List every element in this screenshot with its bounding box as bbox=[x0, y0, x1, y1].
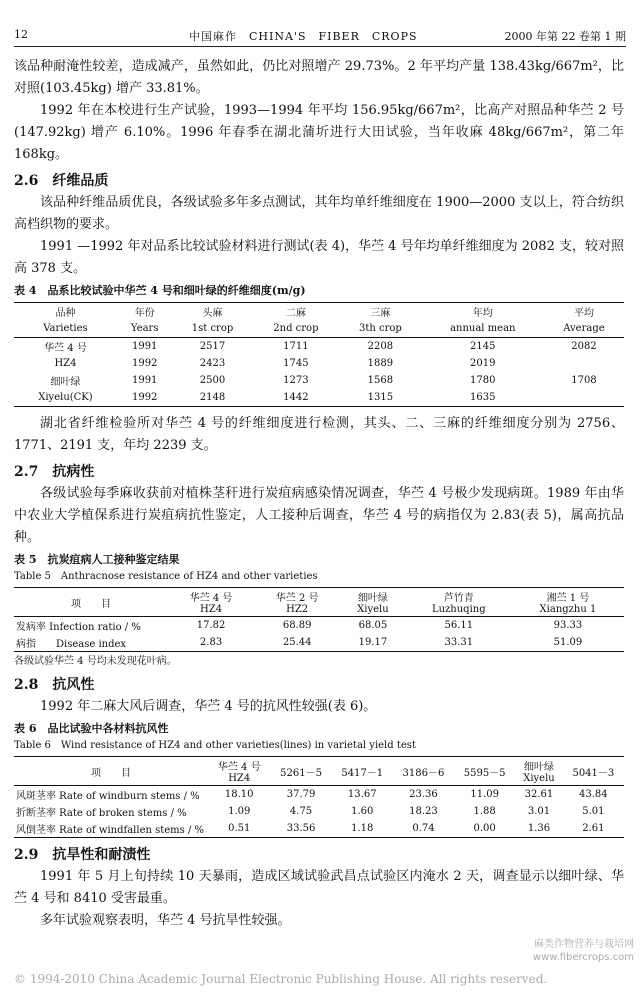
table-5-header: 项 目 华苎 4 号 HZ4 华苎 2 号 HZ2 细叶绿 Xiyelu 芦竹青 Luzhuqing 湘苎 1 号 Xiangzhu 1 bbox=[14, 588, 624, 617]
table-row: 病指 Disease index 2.83 25.44 19.17 33.31 51.09 bbox=[16, 637, 583, 650]
table-row: 华苎 4 号 1991 2517 1711 2208 2145 2082 bbox=[44, 341, 597, 354]
table-6-caption: 表 6 品比试验中各材料抗风性 bbox=[14, 722, 169, 735]
table-row: 折断茎率 Rate of broken stems / % 1.09 4.75 1.60 18.23 1.88 3.01 5.01 bbox=[16, 806, 605, 819]
table-row: 风斑茎率 Rate of windburn stems / % 18.10 37.79 13.67 23.36 11.09 32.61 43.84 bbox=[16, 789, 608, 802]
paragraph-drought-2: 多年试验观察表明，华苎 4 号抗旱性较强。 bbox=[40, 913, 291, 928]
table-4 bbox=[14, 302, 624, 407]
copyright-footer: © 1994-2010 China Academic Journal Electronic Publishing House. All rights reserved. bbox=[14, 972, 548, 986]
table-6-caption-en: Table 6 Wind resistance of HZ4 and other varieties(lines) in varietal yield test bbox=[14, 740, 416, 751]
paragraph-wind: 1992 年二麻大风后调查，华苎 4 号的抗风性较强(表 6)。 bbox=[40, 699, 377, 714]
watermark-url: www.fibercrops.com bbox=[532, 952, 634, 963]
issue-info: 2000 年第 22 卷第 1 期 bbox=[504, 30, 626, 43]
paragraph-yield-1: 该品种耐淹性较差，造成减产，虽然如此，仍比对照增产 29.73%。2 年平均产量 138.43kg/667m²，比对照(103.45kg) 增产 33.81%。 bbox=[14, 59, 624, 96]
running-header bbox=[14, 28, 626, 47]
table-6-header: 项 目 华苎 4 号 HZ4 5261－5 5417－1 3186－6 5595－5 细叶绿 Xiyelu 5041－3 bbox=[14, 757, 624, 786]
section-2-9-heading: 2.9 抗旱性和耐渍性 bbox=[14, 847, 151, 863]
section-2-6-heading: 2.6 纤维品质 bbox=[14, 173, 109, 189]
table-5-caption: 表 5 抗炭疽病人工接种鉴定结果 bbox=[14, 553, 180, 566]
section-2-8-heading: 2.8 抗风性 bbox=[14, 677, 95, 693]
table-row: 发病率 Infection ratio / % 17.82 68.89 68.05 56.11 93.33 bbox=[16, 620, 583, 633]
table-5 bbox=[14, 587, 624, 652]
table-4-header-en: Varieties Years 1st crop 2nd crop 3th crop annual mean Average bbox=[14, 320, 624, 338]
paragraph-fiber-1: 该品种纤维品质优良，各级试验多年多点测试，其年均单纤维细度在 1900—2000 支以上，符合纺织高档织物的要求。 bbox=[14, 195, 624, 232]
paragraph-disease: 各级试验每季麻收获前对植株茎秆进行炭疽病感染情况调查，华苎 4 号极少发现病斑。1989 年由华中农业大学植保系进行炭疽病抗性鉴定，人工接种后调查，华苎 4 号的病指仅为 2.83(表 5)，属高抗品种。 bbox=[14, 486, 624, 545]
watermark-zh: 麻类作物营养与栽培网 bbox=[534, 939, 634, 950]
paragraph-fiber-3: 湖北省纤维检验所对华苎 4 号的纤维细度进行检测，其头、二、三麻的纤维细度分别为 2756、1771、2191 支，年均 2239 支。 bbox=[14, 416, 624, 453]
page-number: 12 bbox=[14, 28, 28, 41]
paragraph-yield-2: 1992 年在本校进行生产试验，1993—1994 年平均 156.95kg/667m²，比高产对照品种华苎 2 号(147.92kg) 增产 6.10%。1996 年春季在湖北蒲圻进行大田试验，当年收麻 48kg/667m²，第二年 168kg。 bbox=[14, 103, 624, 162]
table-row: 风倒茎率 Rate of windfallen stems / % 0.51 33.56 1.18 0.74 0.00 1.36 2.61 bbox=[16, 823, 605, 836]
paragraph-fiber-2: 1991 —1992 年对品系比较试验材料进行测试(表 4)，华苎 4 号年均单纤维细度为 2082 支，较对照高 378 支。 bbox=[14, 239, 624, 276]
table-5-caption-en: Table 5 Anthracnose resistance of HZ4 and other varieties bbox=[14, 571, 318, 582]
table-6 bbox=[14, 756, 624, 838]
paragraph-drought-1: 1991 年 5 月上旬持续 10 天暴雨，造成区域试验武昌点试验区内淹水 2 天，调查显示以细叶绿、华苎 4 号和 8410 受害最重。 bbox=[14, 869, 624, 906]
table-row: Xiyelu(CK) 1992 2148 1442 1315 1635 bbox=[38, 392, 496, 403]
table-4-header-zh: 品种 年份 头麻 二麻 三麻 年均 平均 bbox=[55, 308, 594, 319]
watermark bbox=[533, 938, 634, 964]
table-row: HZ4 1992 2423 1745 1889 2019 bbox=[54, 358, 496, 369]
journal-name: 中国麻作 CHINA'S FIBER CROPS bbox=[189, 30, 418, 43]
body-content bbox=[14, 56, 624, 932]
table-4-caption: 表 4 品系比较试验中华苎 4 号和细叶绿的纤维细度(m/g) bbox=[14, 284, 306, 297]
table-5-note: 各级试验华苎 4 号均未发现花叶病。 bbox=[14, 656, 177, 667]
table-row: 细叶绿 1991 2500 1273 1568 1780 1708 bbox=[50, 375, 597, 388]
section-2-7-heading: 2.7 抗病性 bbox=[14, 464, 95, 480]
